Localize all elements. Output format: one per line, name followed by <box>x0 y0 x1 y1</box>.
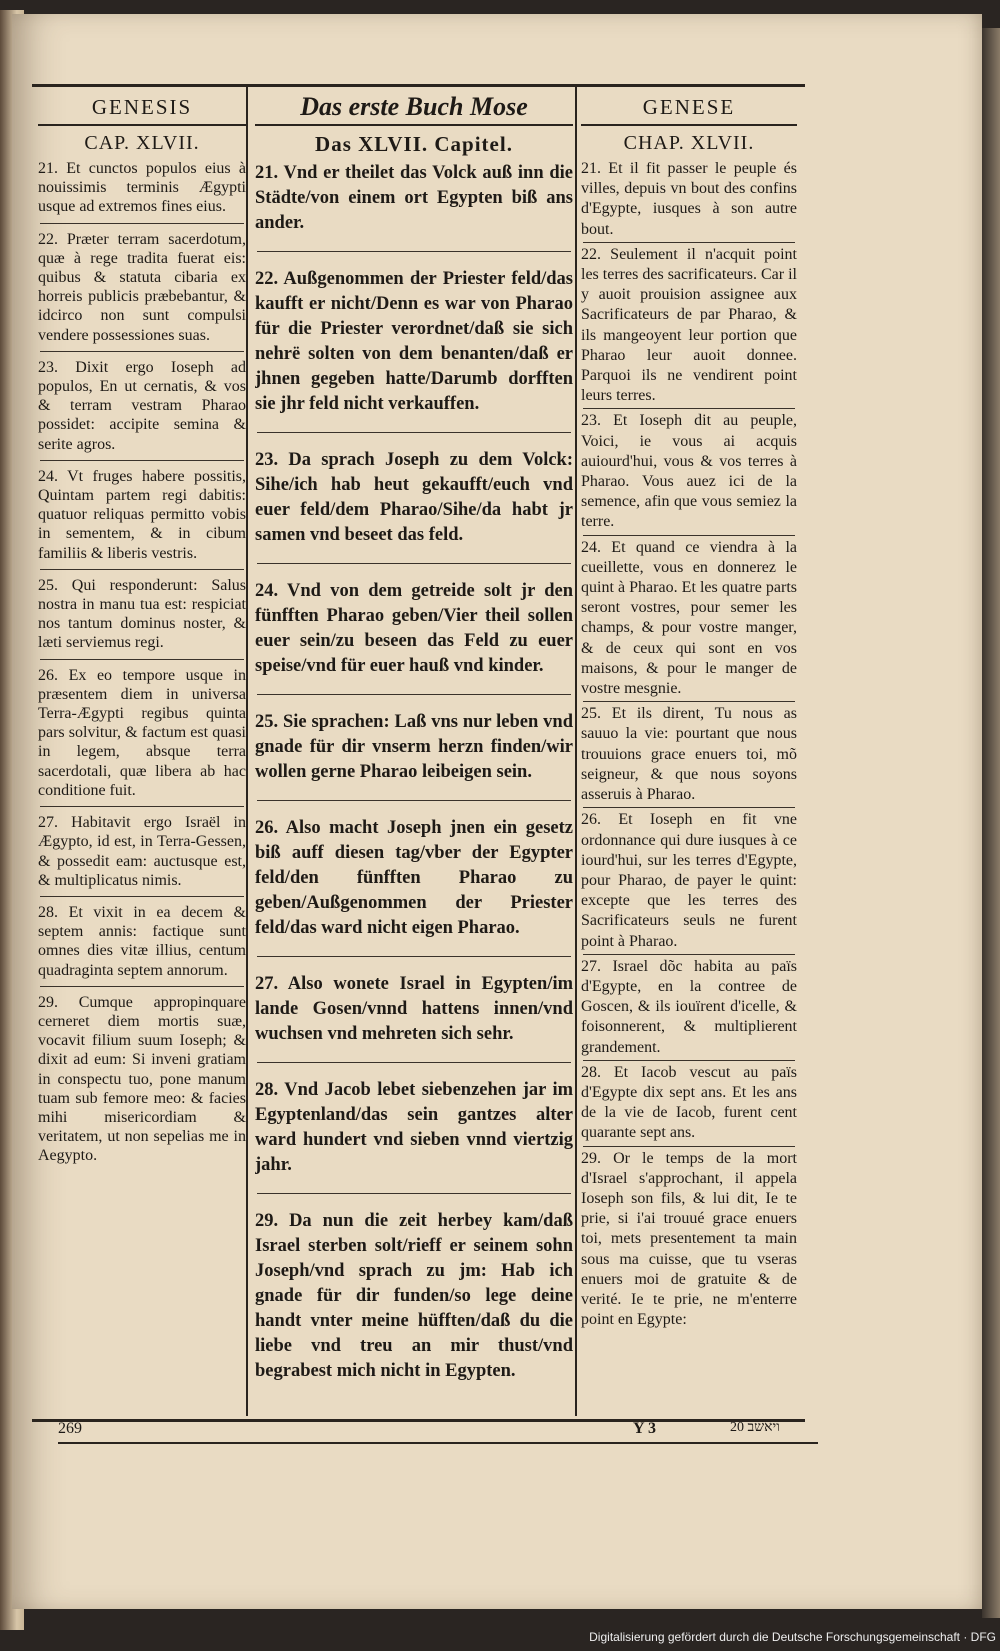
german-verse-21: 21. Vnd er theilet das Volck auß inn die Städte/von einem ort Egypten biß ans ander. <box>255 163 573 233</box>
french-verse-28: 28. Et Iacob vescut au païs d'Egypte dix sept ans. Et les ans de la vie de Iacob, furent cent quarante sept ans. <box>581 1063 797 1142</box>
french-verse-29: 29. Or le temps de la mort d'Israel s'approchant, il appela Ioseph son fils, & lui dit, Ie te prie, si i'ai trouué grace enuers toi, mets presentement ta main sous ma cuisse, que tu vseras enuers moi de gratuite & de verité. Ie te prie, ne m'enterre point en Egypte: <box>581 1149 797 1329</box>
german-verse-22: 22. Außgenommen der Priester feld/das kaufft er nicht/Denn es war von Pharao für die Priester verordnet/daß sie sich nehrë solten von dem benanten/daß er jhnen gegeben hatte/Darumb dorfften sie jhr feld nicht verkauffen. <box>255 269 573 414</box>
german-verse-27: 27. Also wonete Israel in Egypten/im lande Gosen/vnnd hattens innen/vnd wuchsen vnd mehreten sich sehr. <box>255 974 573 1044</box>
latin-verse-separator <box>40 806 244 807</box>
french-verse-separator <box>583 701 795 702</box>
german-verse-25: 25. Sie sprachen: Laß vns nur leben vnd gnade für dir vnserm herzn finden/wir wollen gerne Pharao leibeigen sein. <box>255 712 573 782</box>
german-verse-23: 23. Da sprach Joseph zu dem Volck: Sihe/ich hab heut gekaufft/euch vnd euer feld/dem Pharao/Sihe/da habt jr samen vnd beseet das feld. <box>255 450 573 545</box>
latin-verse-26: 26. Ex eo tempore usque in præsentem diem in universa Terra-Ægypti regibus quinta pars solvitur, & factum est quasi in legem, absque terra sacerdotali, quæ libera ab hac conditione fuit. <box>38 666 246 799</box>
german-verse-separator <box>257 1062 571 1063</box>
latin-verse-separator <box>40 569 244 570</box>
german-verse-separator <box>257 956 571 957</box>
french-verse-separator <box>583 1146 795 1147</box>
french-verse-26: 26. Et Ioseph en fit vne ordonnance qui dure iusques à ce iourd'hui, sur les terres d'Egypte, pour Pharao, de payer le quint: excepte que les terres des Sacrificateurs seuls ne furent point à Pharao. <box>581 811 797 950</box>
german-verse-26: 26. Also macht Joseph jnen ein gesetz biß auff diesen tag/vber der Egypter feld/den fünfften Pharao zu geben/Außgenommen der Priester feld/das ward nicht eigen Pharao. <box>255 818 573 938</box>
german-verse-separator <box>257 563 571 564</box>
french-verse-21: 21. Et il fit passer le peuple és villes, depuis vn bout des confins d'Egypte, iusques à son autre bout. <box>581 160 797 238</box>
french-verse-separator <box>583 242 795 243</box>
german-verse-28: 28. Vnd Jacob lebet siebenzehen jar im Egyptenland/das sein gantzes alter ward hundert vnd sieben vnnd viertzig jahr. <box>255 1080 573 1175</box>
latin-header: GENESIS <box>38 90 246 126</box>
french-verse-24: 24. Et quand ce viendra à la cueillette, vous en donnerez le quint à Pharao. Et les quatre parts seront vostres, pour semer les champs, & pour vostre manger, & de ceux qui sont en vos maisons, & pour le manger de vostre mesgnie. <box>581 538 797 698</box>
french-verses <box>581 159 797 1330</box>
german-verses <box>255 161 573 1384</box>
german-verse-separator <box>257 251 571 252</box>
page-edge <box>982 28 1000 1618</box>
french-verse-separator <box>583 954 795 955</box>
latin-verse-separator <box>40 460 244 461</box>
german-chapter-title: Das XLVII. Capitel. <box>315 132 513 156</box>
german-verse-separator <box>257 800 571 801</box>
latin-chapter-title: CAP. XLVII. <box>84 132 200 154</box>
german-verse-29: 29. Da nun die zeit herbey kam/daß Israel sterben solt/rieff er seinem sohn Joseph/vnd sprach zu jm: Hab ich gnade für dir funden/so lege deine handt vnter meine hüfften/daß du die liebe vnd treu an mir thust/vnd begrabest mich nicht in Egypten. <box>255 1211 573 1381</box>
german-verse-separator <box>257 1193 571 1194</box>
latin-verse-29: 29. Cumque appropinquare cerneret diem mortis suæ, vocavit filium suum Ioseph; & dixit ad eum: Si inveni gratiam in conspectu tuo, pone manum tuam sub femore meo: & facies mihi misericordiam & veritatem, ut non sepelias me in Aegypto. <box>38 993 246 1165</box>
page-footer <box>58 1420 818 1444</box>
french-chapter-title: CHAP. XLVII. <box>623 132 755 154</box>
latin-verse-separator <box>40 351 244 352</box>
french-verse-23: 23. Et Ioseph dit au peuple, Voici, ie vous ai acquis auiourd'hui, vous & vos terres à Pharao. Vous auez ici de la semence, afin que vous semiez la terre. <box>581 412 797 531</box>
latin-verse-27: 27. Habitavit ergo Israël in Ægypto, id est, in Terra-Gessen, & possedit eam: auctusque est, & multiplicatus nimis. <box>38 814 246 889</box>
french-column <box>581 90 797 1332</box>
french-verse-separator <box>583 1060 795 1061</box>
german-header: Das erste Buch Mose <box>255 90 573 126</box>
latin-verse-separator <box>40 896 244 897</box>
latin-verse-22: 22. Præter terram sacerdotum, quæ à rege tradita fuerat eis: quibus & statuta cibaria ex horreis publicis præbebantur, & idcirco non sunt compulsi vendere possessiones suas. <box>38 230 246 344</box>
latin-column <box>38 90 246 1172</box>
latin-verse-separator <box>40 223 244 224</box>
german-verse-separator <box>257 694 571 695</box>
french-verse-27: 27. Israel dõc habita au païs d'Egypte, en la contree de Goscen, & ils iouïrent d'icelle, & foisonnerent, & multiplierent grandement. <box>581 957 797 1056</box>
signature-mark: Y 3 <box>633 1420 656 1437</box>
latin-verse-25: 25. Qui responderunt: Salus nostra in manu tua est: respiciat nos tantum dominus noster, & læti serviemus regi. <box>38 576 246 652</box>
french-header: GENESE <box>581 90 797 126</box>
latin-verse-21: 21. Et cunctos populos eius à nouissimis terminis Ægypti usque ad extremos fines eius. <box>38 160 246 216</box>
french-verse-separator <box>583 807 795 808</box>
latin-verse-separator <box>40 659 244 660</box>
latin-verse-23: 23. Dixit ergo Ioseph ad populos, En ut cernatis, & vos & terram vestram Pharao possidet: accipite semina & serite agros. <box>38 358 246 453</box>
german-verse-separator <box>257 432 571 433</box>
german-column <box>255 90 573 1399</box>
column-divider-right <box>575 86 577 1416</box>
french-verse-22: 22. Seulement il n'acquit point les terres des sacrificateurs. Car il y auoit prouision assignee aux Sacrificateurs de par Pharao, & ils mangeoyent leur portion que Pharao leur auoit donnee. Parquoi ils ne vendirent point leurs terres. <box>581 245 797 405</box>
latin-verses <box>38 159 246 1166</box>
latin-verse-24: 24. Vt fruges habere possitis, Quintam partem regi dabitis: quatuor reliquas permitto vobis in sementem, & in cibum familiis & liberis vestris. <box>38 467 246 562</box>
column-divider-left <box>246 86 248 1416</box>
latin-verse-28: 28. Et vixit in ea decem & septem annis: factique sunt omnes dies vitæ illius, centum quadraginta septem annorum. <box>38 903 246 979</box>
catchword: ויאשב 20 <box>730 1420 780 1435</box>
french-verse-separator <box>583 408 795 409</box>
latin-verse-separator <box>40 986 244 987</box>
french-verse-separator <box>583 535 795 536</box>
german-verse-24: 24. Vnd von dem getreide solt jr den fünfften Pharao geben/Vier theil sollen euer sein/zu beseen das Feld zu euer speise/vnd für euer hauß vnd kinder. <box>255 581 573 676</box>
digitization-credit: Digitalisierung gefördert durch die Deutsche Forschungsgemeinschaft · DFG <box>589 1630 996 1644</box>
page-number: 269 <box>58 1420 82 1437</box>
french-verse-25: 25. Et ils dirent, Tu nous as sauuo la vie: pourtant que nous trouuions grace enuers toi, mõ seigneur, & que nous soyons asseruis à Pharao. <box>581 705 797 804</box>
